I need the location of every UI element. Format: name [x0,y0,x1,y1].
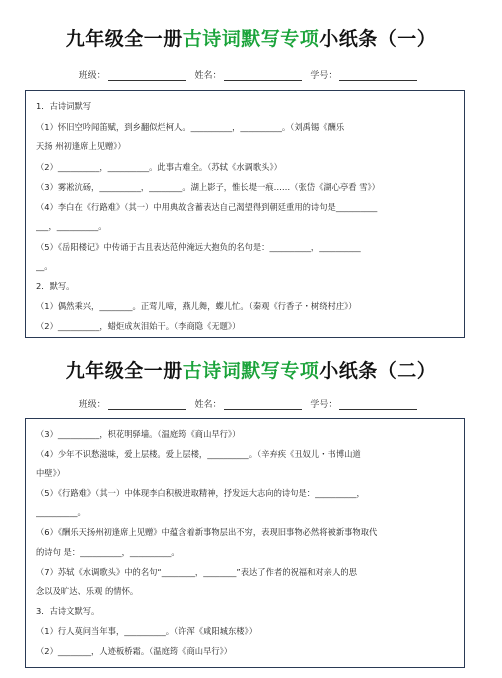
s1-line-6: （4）李白在《行路难》（其一）中用典故含蓄表达自己渴望得到朝廷重用的诗句是__________ [36,202,378,212]
title-suffix: 小纸条（一） [319,28,437,50]
title-highlight: 古诗词默写专项 [182,360,320,382]
id-label: 学号： [310,71,338,81]
class-label: 班级： [78,400,106,410]
s2-line-12: （2）________，人迹板桥霜。（温庭筠《商山早行》） [36,646,233,656]
title-prefix: 九年级全一册 [65,28,183,50]
class-blank[interactable] [108,70,186,81]
title-suffix: 小纸条（二） [319,360,437,382]
s2-line-5: __________。 [36,507,86,517]
s1-line-1: 1．古诗词默写 [36,101,92,111]
s1-line-8: （5）《岳阳楼记》中传诵于古且表达范仲淹远大抱负的名句是：__________，__________ [36,242,361,252]
s1-line-3: 天扬 州初逢席上见赠》） [36,141,126,151]
name-blank[interactable] [224,399,302,410]
s1-line-4: （2）__________，__________。此事古难全。（苏轼《水调歌头》） [36,162,282,172]
id-blank[interactable] [339,70,417,81]
s2-line-3: 中壁》） [36,468,66,478]
name-label: 姓名： [194,71,222,81]
s2-line-11: （1）行人莫问当年事，__________。（许浑《咸阳城东楼》） [36,626,257,636]
s1-line-11: （1）偶然乘兴，________。正莺儿啼，燕儿舞，蝶儿忙。（秦观《行香子・树绕村庄》） [36,301,357,311]
class-label: 班级： [78,71,106,81]
s2-line-7: 的诗句 是：__________，__________。 [36,547,180,557]
s1-line-2: （1）怀旧空吟闻笛赋，到乡翻似烂柯人。__________，__________。（刘禹锡《酬乐 [36,122,345,132]
name-label: 姓名： [194,400,222,410]
s2-line-1: （3）__________，枳花明驿墙。（温庭筠《商山早行》） [36,429,241,439]
s2-line-10: 3．古诗文默写。 [36,606,100,616]
title-highlight: 古诗词默写专项 [182,28,320,50]
s2-line-2: （4）少年不识愁滋味，爱上层楼。爱上层楼，__________。（辛弃疾《丑奴儿・书博山道 [36,449,361,459]
section2-box [25,418,465,668]
section1-meta [0,68,502,81]
section2-title [0,356,502,383]
s1-line-7: ___，__________。 [36,221,107,231]
title-prefix: 九年级全一册 [65,360,183,382]
s1-line-10: 2．默写。 [36,281,75,291]
id-blank[interactable] [339,399,417,410]
id-label: 学号： [310,400,338,410]
s2-line-8: （7）苏轼《水调歌头》中的名句“________，________”表达了作者的祝福和对亲人的思 [36,567,357,577]
s2-line-6: （6）《酬乐天扬州初逢席上见赠》中蕴含着新事物层出不穷，表现旧事物必然将被新事物取代 [36,527,378,537]
section2-meta [0,397,502,410]
class-blank[interactable] [108,399,186,410]
s1-line-9: __。 [36,261,53,271]
s2-line-4: （5）《行路难》（其一）中体现李白积极进取精神，抒发远大志向的诗句是：__________， [36,488,365,498]
section1-box [25,90,465,338]
s1-line-5: （3）雾凇沆砀，__________，________。湖上影子，惟长堤一痕……（张岱《湖心亭看 雪》） [36,182,380,192]
section1-title [0,24,502,51]
name-blank[interactable] [224,70,302,81]
s1-line-12: （2）__________，蜡炬成灰泪始干。（李商隐《无题》） [36,321,241,331]
s2-line-9: 念以及旷达、乐观 的情怀。 [36,586,139,596]
